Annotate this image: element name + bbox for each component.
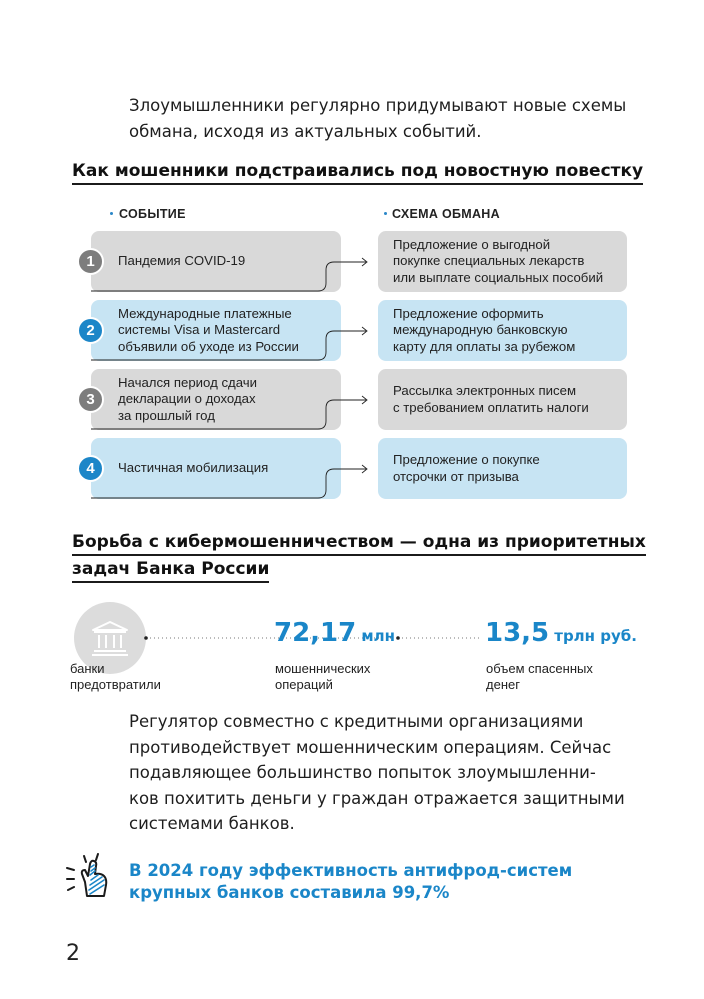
step-number-2: 2 — [77, 317, 104, 344]
caption-line: предотвратили — [70, 676, 161, 692]
body-paragraph — [129, 709, 649, 837]
scheme-line: или выплате социальных пособий — [393, 269, 604, 285]
caption-line: банки — [70, 661, 105, 676]
stat-operations-caption — [275, 661, 370, 692]
connector-3 — [91, 400, 366, 429]
stat-operations-value: 72,17 — [274, 618, 357, 648]
event-line: системы Visa и Mastercard — [118, 322, 281, 338]
event-line: за прошлый год — [118, 407, 215, 423]
scheme-line: международную банковскую — [393, 322, 568, 338]
stat-saved-unit: трлн руб. — [554, 627, 637, 645]
step-number-3: 3 — [77, 386, 104, 413]
stat-saved — [485, 618, 637, 648]
body-line: противодействует мошенническим операциям. Сейчас — [129, 737, 612, 757]
highlight-text — [129, 860, 649, 904]
event-line: декларации о доходах — [118, 391, 256, 407]
event-line: Пандемия COVID-19 — [118, 253, 246, 269]
step-number-4: 4 — [77, 455, 104, 482]
bank-caption — [70, 661, 161, 692]
body-line: Регулятор совместно с кредитными организациями — [129, 712, 584, 731]
scheme-line: Предложение о выгодной — [393, 236, 551, 252]
section-title-line: Борьба с кибермошенничеством — одна из приоритетных — [72, 531, 646, 556]
stat-saved-caption — [486, 661, 593, 692]
intro-line: обмана, исходя из актуальных событий. — [129, 122, 482, 141]
scheme-line: Предложение о покупке — [393, 452, 540, 467]
connector-4 — [91, 469, 366, 498]
highlight-line: В 2024 году эффективность антифрод-систем — [129, 861, 573, 880]
scheme-line: с требованием оплатить налоги — [393, 399, 589, 415]
step-number-1: 1 — [77, 248, 104, 275]
caption-line: мошеннических — [275, 661, 371, 676]
body-line: ков похитить деньги у граждан отражается защитными — [129, 788, 625, 808]
section-title-line: задач Банка России — [72, 558, 269, 583]
caption-line: объем спасенных — [486, 661, 593, 676]
intro-line: Злоумышленники регулярно придумывают новые схемы — [129, 96, 627, 115]
event-line: Частичная мобилизация — [118, 460, 269, 476]
section-title-fight — [72, 529, 646, 583]
scheme-line: покупке специальных лекарств — [393, 253, 585, 269]
stat-operations-unit: млн — [361, 627, 395, 645]
scheme-line: отсрочки от призыва — [393, 468, 519, 484]
event-line: Начался период сдачи — [118, 374, 258, 390]
connector-2 — [91, 331, 366, 360]
column-head-scheme: СХЕМА ОБМАНА — [392, 207, 500, 221]
page-number: 2 — [66, 941, 80, 966]
dotted-connector — [396, 636, 482, 640]
event-line: Международные платежные — [118, 305, 292, 321]
section-title-text: Как мошенники подстраивались под новостную повестку — [72, 160, 643, 185]
highlight-line: крупных банков составила 99,7% — [129, 883, 450, 902]
bank-building-icon — [90, 619, 130, 657]
body-line: системами банков. — [129, 814, 295, 834]
column-head-event: СОБЫТИЕ — [119, 207, 186, 221]
connector-1 — [91, 262, 366, 291]
scheme-line: карту для оплаты за рубежом — [393, 338, 576, 354]
caption-line: операций — [275, 676, 333, 692]
stat-saved-value: 13,5 — [485, 618, 550, 648]
raised-index-finger-icon — [64, 852, 116, 902]
scheme-line: Рассылка электронных писем — [393, 383, 577, 398]
body-line: подавляющее большинство попыток злоумышленни- — [129, 763, 596, 783]
event-line: объявили об уходе из России — [118, 338, 299, 354]
caption-line: денег — [486, 676, 520, 692]
scheme-line: Предложение оформить — [393, 305, 544, 321]
stat-operations — [274, 618, 395, 648]
